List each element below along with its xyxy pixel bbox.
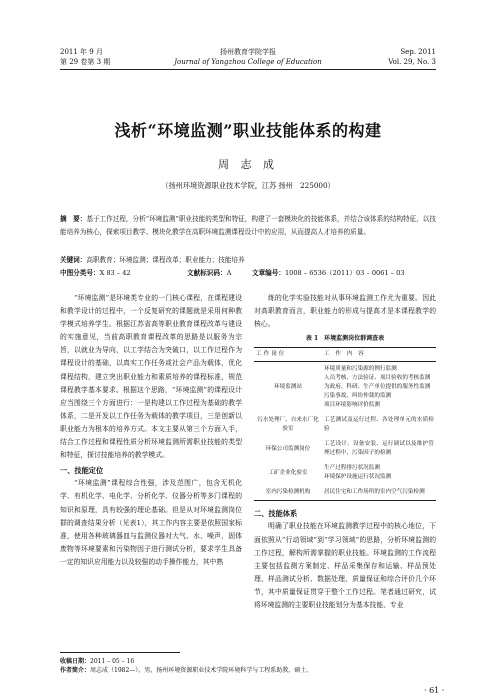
article-number: 文章编号：1008 – 6536（2011）03 – 0061 – 03 [252, 269, 405, 277]
table-header-content: 工 作 内 容 [322, 348, 436, 362]
article-title: 浅析“环境监测”职业技能体系的构建 [114, 121, 382, 140]
received-date: 收稿日期：2011 – 05 – 16 [60, 658, 135, 665]
table-header-post: 工作岗位 [254, 348, 322, 362]
header-rule [60, 69, 436, 70]
header-date-en: Sep. 2011 [400, 48, 436, 56]
clc-number: 中图分类号：X 83 – 42 [60, 269, 131, 277]
author-bio: 作者简介：周志成（1982—），男，扬州环境资源职业技术学院环境科学与工程系助教，硕士。 [60, 667, 313, 674]
left-column [60, 292, 242, 569]
section-heading-2: 二、技能体系 [254, 509, 298, 519]
section-heading-1: 一、技能定位 [60, 466, 104, 476]
abstract [60, 213, 436, 239]
table-row [254, 362, 436, 414]
abstract-text: 基于工作过程，分析“环境监测”职业技能的类型和特征，构建了一套模块化的技能体系，并结合该体系的结构特征，以技能培养为核心，探索项目教学、模块化教学在高职环境监测课程设计中的应用，从而提高人才培养的质量。 [60, 215, 436, 236]
keywords-text: 高职教育；环境监测；课程改革；职业能力；技能培养 [86, 256, 245, 264]
table-row [254, 413, 436, 437]
header-volume: 第 29 卷第 3 期 [60, 58, 111, 66]
table-cell-content: 工艺设计、设备安装、运行调试以及维护管理过程中，污染因子的检测 [324, 441, 434, 457]
table-cell-content: 生产过程排污状况监测 环境保护设施运行状况监测 [324, 465, 392, 481]
keywords-label: 关键词： [60, 256, 87, 264]
table-row [254, 437, 436, 461]
table-caption: 表 1 环境监测岗位群调查表 [305, 335, 385, 343]
article-author: 周 志 成 [218, 158, 278, 171]
author-affiliation: （扬州环境资源职业技术学院，江苏 扬州 225000） [161, 181, 335, 190]
journal-name: 扬州教育学院学报 [220, 48, 276, 56]
page-number: · 61 · [424, 686, 445, 695]
table-cell-post: 污水处理厂、自来水厂化验室 [257, 417, 319, 433]
journal-name-en: Journal of Yangzhou College of Education [174, 58, 322, 66]
table-cell-post: 工矿企业化验室 [268, 469, 308, 476]
table-cell-post: 环境监测站 [274, 384, 302, 391]
continued-paragraph: 练的化学实验技能对从事环境监测工作尤为重要。因此对高职教育而言，职业能力的形成与提高才是本课程教学的核心。 [254, 294, 436, 329]
footnote-rule [60, 652, 180, 653]
keywords [60, 254, 245, 264]
footnote [60, 657, 312, 675]
table-row [254, 461, 436, 485]
table-cell-post: 环保公司监测岗位 [265, 445, 311, 452]
section-2-paragraph: 明确了职业技能在环境监测教学过程中的核心地位，下面依照从“行动领域”到“学习领域”的思路，分析环境监测的工作过程，解构所需掌握的职业技能。环境监测的工作流程主要包括监测方案制定、样品采集保存和运输、样品预处理、样品测试分析、数据处理、质量保证和综合评价几个环节，其中质量保证贯穿于整个工作过程。笔者通过研究，试将环境监测的主要职业技能划分为基本技能、专业 [254, 522, 436, 610]
table-cell-content: 环境质量和污染源的例行监测 人员考核、方法验证、项目验收的考核监测 为政府、科研、生产单位提供的服务性监测 污染事故、纠纷仲裁的监测 项目环境影响评价监测 [324, 366, 431, 409]
table-cell-content: 工艺测试及运行过程、各处理单元的水质检验 [324, 417, 434, 433]
job-survey-table [254, 347, 436, 501]
document-code: 文献标识码：A [187, 269, 232, 277]
intro-paragraph: “环境监测”是环境类专业的一门核心课程，在课程建设和教学设计的过程中，一个反复研究的课题就是采用何种教学模式培养学生。根据江苏省高等职业教育课程改革与建设的实施意见，当前高职教育课程改革的思路是以服务为宗旨，以就业为导向，以工学结合为突破口，以工作过程作为课程设计的基础，以真实工作任务或社会产品为载体，优化课程结构，建立突出职业能力和素质培养的课程标准，规范课程教学基本要求。根据这个思路，“环境监测”的课程设计应当围绕三个方面进行：一是构建以工作过程为基础的教学体系，二是开发以工作任务为载体的教学项目，三是创新以职业能力为根本的培养方式。本文主要从第三个方面入手，结合工作过程和课程性质分析环境监测所需职业技能的类型和特征，探讨技能培养的教学模式。 [60, 294, 242, 460]
right-column [254, 292, 436, 612]
table-row [254, 485, 436, 501]
header-volume-en: Vol. 29, No. 3 [388, 58, 436, 66]
table-cell-post: 室内污染检测机构 [254, 485, 322, 501]
table-cell-content: 居民住宅和工作场所的室内空气污染检测 [322, 485, 436, 501]
abstract-label: 摘 要： [60, 215, 87, 223]
header-date: 2011 年 9 月 [60, 48, 103, 56]
section-1-paragraph: “环境监测”课程综合性强，涉及范围广，包含无机化学、有机化学、电化学、分析化学、仪器分析等多门课程的知识和原理，具有较强的理论基础。但是从对环境监测岗位群的调查结果分析（见表1），其工作内容主要是依照国家标准，使用各种玻璃器皿与监测仪器对大气、水、噪声、固体废物等环境要素和污染物因子进行测试分析，要求学生具备一定的知识应用能力以及较强的动手操作能力，其中熟 [60, 479, 242, 566]
